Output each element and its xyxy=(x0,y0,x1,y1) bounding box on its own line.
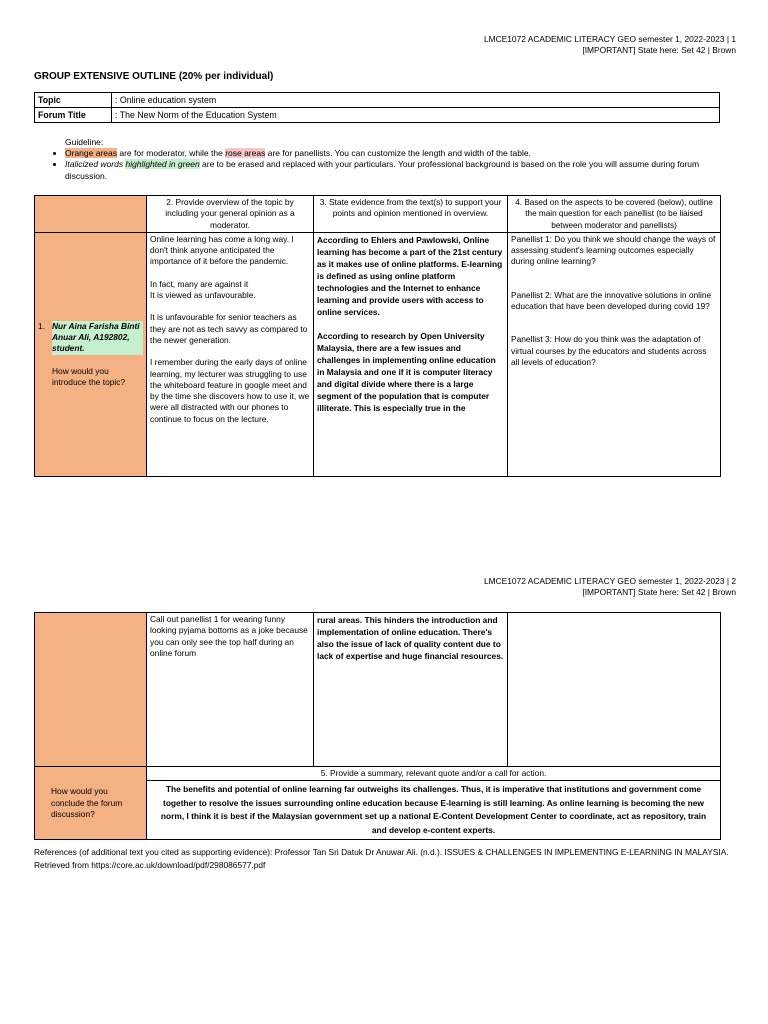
overview-cell xyxy=(147,232,314,476)
guideline-item xyxy=(65,159,728,181)
page-header xyxy=(484,576,736,598)
evidence-cell xyxy=(314,232,508,476)
outline-header-row xyxy=(35,196,721,233)
questions-header: 4. Based on the aspects to be covered (below), outline the main question for each panellist (to be liaised between moderator and panellists) xyxy=(508,196,721,233)
panellist-question: Panellist 2: What are the innovative solutions in online education that have been developed during covid 19? xyxy=(511,289,712,312)
guideline-section xyxy=(48,137,728,182)
header-set-line: [IMPORTANT] State here: Set 42 | Brown xyxy=(582,45,736,55)
moderator-number: 1. xyxy=(38,320,45,331)
overview-header: 2. Provide overview of the topic by including your general opinion as a moderator. xyxy=(147,196,314,233)
italicized-words-text: Italicized words xyxy=(65,159,126,170)
panellist-question: Panellist 3: How do you think was the adaptation of virtual courses by the educators and students across all levels of education? xyxy=(511,334,707,367)
topic-row xyxy=(35,93,720,108)
topic-label: Topic xyxy=(35,93,112,108)
outline-table xyxy=(34,195,721,477)
guideline-label: Guideline: xyxy=(65,137,104,147)
page-header xyxy=(484,34,736,56)
introduce-topic-question: How would you introduce the topic? xyxy=(52,365,126,387)
forum-title-value: : The New Norm of the Education System xyxy=(112,108,720,123)
panellist-question: Panellist 1: Do you think we should change the ways of assessing student's learning outcomes especially during online learning? xyxy=(511,233,716,267)
guideline-item xyxy=(65,148,728,159)
guideline-list xyxy=(48,148,728,182)
moderator-entry xyxy=(38,321,143,355)
overview-paragraph: It is unfavourable for senior teachers as they are not as tech savvy as compared to the newer generation. xyxy=(150,312,308,345)
guideline-text: are for panellists. You can customize the length and width of the table. xyxy=(265,148,531,159)
topic-table xyxy=(34,92,720,123)
outline-table-continued xyxy=(34,612,721,840)
moderator-header-cell xyxy=(35,196,147,233)
overview-paragraph: I remember during the early days of online learning, my lecturer was struggling to use the whiteboard feature in google meet and by the time she discovers how to use it, we were all distracted with our phones to continue to focus on the lecture. xyxy=(150,357,310,424)
header-set-line: [IMPORTANT] State here: Set 42 | Brown xyxy=(582,587,736,597)
rose-areas-highlight: rose areas xyxy=(225,148,266,159)
summary-header: 5. Provide a summary, relevant quote and/or a call for action. xyxy=(147,767,721,781)
forum-row xyxy=(35,108,720,123)
moderator-cell xyxy=(35,232,147,476)
document-title: GROUP EXTENSIVE OUTLINE (20% per individual) xyxy=(34,71,274,82)
references: References (of additional text you cited as supporting evidence): Professor Tan Sri Datuk Dr Anuwar Ali. (n.d.). ISSUES & CHALLENGES IN IMPLEMENTING E-LEARNING IN MALAYSIA. Retrieved from https://core.ac.uk/download/pdf/298086577.pdf xyxy=(34,847,729,870)
moderator-particulars: Nur Aina Farisha Binti Anuar Ali, A192802, student. xyxy=(52,321,143,355)
questions-cell-continued xyxy=(508,613,721,767)
orange-areas-highlight: Orange areas xyxy=(65,148,117,159)
summary-text: The benefits and potential of online learning far outweighs its challenges. Thus, it is imperative that institutions and government come together to resolve the issues surrounding online education because E-learning is still learning. As online learning is becoming the new norm, I think it is best if the Malaysian government set up a national E-Content Development Center to coordinate, act as repository, train and develop e-content experts. xyxy=(147,781,721,840)
evidence-cell-continued: rural areas. This hinders the introduction and implementation of online education. There's also the issue of lack of quality content due to lack of expertise and huge financial resources. xyxy=(314,613,508,767)
header-course-line: LMCE1072 ACADEMIC LITERACY GEO semester 1, 2022-2023 | 2 xyxy=(484,576,736,586)
evidence-paragraph: According to Ehlers and Pawlowski, Online learning has become a part of the 21st century as it makes use of online platforms. E-learning is defined as using online platform technologies and the Internet to enhance learning and provide users with access to online services. xyxy=(317,234,503,318)
summary-header-row xyxy=(35,767,721,781)
evidence-paragraph: According to research by Open University Malaysia, there are a few issues and challenges in implementing online education in Malaysia and one if it is computer literacy and digital divide where there is a large segment of the population that is computer illiterate. This is especially true in the xyxy=(317,330,496,414)
outline-body-row xyxy=(35,232,721,476)
conclude-question: How would you conclude the forum discussion? xyxy=(35,767,147,840)
evidence-header: 3. State evidence from the text(s) to support your points and opinion mentioned in overview. xyxy=(314,196,508,233)
forum-title-label: Forum Title xyxy=(35,108,112,123)
guideline-text: are to be erased and replaced with your particulars. Your professional background is based on the role you will assume during forum discussion. xyxy=(65,159,700,181)
overview-paragraph: Online learning has come a long way. I don't think anyone anticipated the importance of it before the pandemic. xyxy=(150,233,294,267)
guideline-text: are for moderator, while the xyxy=(116,148,226,159)
overview-paragraph: In fact, many are against it It is viewed as unfavourable. xyxy=(150,278,256,301)
header-course-line: LMCE1072 ACADEMIC LITERACY GEO semester 1, 2022-2023 | 1 xyxy=(484,34,736,44)
outline-continued-row xyxy=(35,613,721,767)
green-highlight: highlighted in green xyxy=(125,159,200,170)
moderator-cell-continued xyxy=(35,613,147,767)
overview-cell-continued: Call out panellist 1 for wearing funny looking pyjama bottoms as a joke because you can only see the top half during an online forum xyxy=(147,613,314,767)
topic-value: : Online education system xyxy=(112,93,720,108)
questions-cell xyxy=(508,232,721,476)
